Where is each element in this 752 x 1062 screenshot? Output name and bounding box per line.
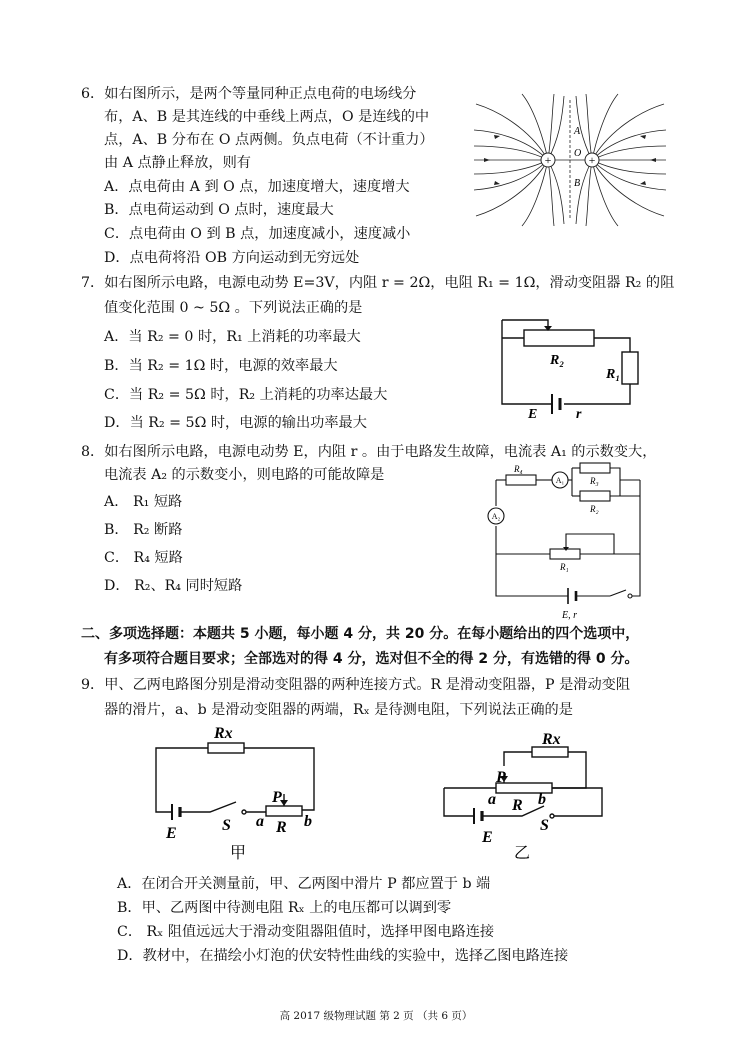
q6-option-d: D．点电荷将沿 OB 方向运动到无穷远处 bbox=[104, 250, 360, 266]
q9-yi-label-rx: Rx bbox=[542, 731, 561, 748]
q9-jia-label-r: R bbox=[276, 819, 287, 836]
q6-right-charge-sign: + bbox=[588, 153, 596, 167]
q9-jia-label-b: b bbox=[304, 813, 312, 830]
q7-stem-line-1: 7．如右图所示电路，电源电动势 E=3V，内阻 r = 2Ω，电阻 R₁ = 1Ω，滑动变阻器 R₂ 的阻 bbox=[81, 275, 675, 291]
q6-label-o: O bbox=[574, 148, 582, 159]
q9-yi-label-e: E bbox=[482, 829, 493, 846]
q8-stem-line-2: 电流表 A₂ 的示数变小，则电路的可能故障是 bbox=[104, 467, 385, 483]
q8-label-r1: R₁ bbox=[560, 562, 569, 572]
q7-option-b: B．当 R₂ = 1Ω 时，电源的效率最大 bbox=[104, 358, 338, 374]
section2-heading-line-1: 二、多项选择题：本题共 5 小题，每小题 4 分，共 20 分。在每小题给出的四个选项中， bbox=[81, 626, 640, 642]
q7-option-d: D．当 R₂ = 5Ω 时，电源的输出功率最大 bbox=[104, 415, 367, 431]
q7-option-c: C．当 R₂ = 5Ω 时，R₂ 上消耗的功率达最大 bbox=[104, 387, 388, 403]
q9-yi-label-p: P bbox=[496, 769, 506, 786]
q9-circuit-jia bbox=[148, 722, 328, 862]
q9-yi-label-a: a bbox=[488, 791, 496, 808]
q6-option-c: C．点电荷由 O 到 B 点，加速度减小，速度减小 bbox=[104, 226, 411, 242]
q7-label-e: E bbox=[528, 407, 538, 422]
q8-option-a: A． R₁ 短路 bbox=[104, 494, 183, 510]
q8-option-b: B． R₂ 断路 bbox=[104, 522, 183, 538]
section2-heading-line-2: 有多项符合题目要求；全部选对的得 4 分，选对但不全的得 2 分，有选错的得 0 分。 bbox=[104, 651, 639, 667]
q8-label-r4: R₄ bbox=[514, 464, 523, 474]
q7-label-r2: R₂ bbox=[550, 353, 565, 368]
q6-label-b: B bbox=[574, 178, 581, 189]
q9-circuit-yi bbox=[436, 726, 616, 862]
q9-yi-label-r: R bbox=[512, 797, 523, 814]
q9-stem-line-1: 9．甲、乙两电路图分别是滑动变阻器的两种连接方式。R 是滑动变阻器，P 是滑动变阻 bbox=[81, 677, 631, 693]
q7-stem-line-2: 值变化范围 0 ~ 5Ω 。下列说法正确的是 bbox=[104, 300, 363, 316]
q6-left-charge-sign: + bbox=[544, 153, 552, 167]
q9-yi-caption: 乙 bbox=[514, 845, 531, 862]
q8-option-d: D． R₂、R₄ 同时短路 bbox=[104, 578, 243, 594]
q6-stem-line-4: 由 A 点静止释放，则有 bbox=[104, 155, 251, 171]
q7-label-r: r bbox=[576, 407, 582, 422]
q9-jia-label-a: a bbox=[256, 813, 264, 830]
q6-option-a: A．点电荷由 A 到 O 点，加速度增大，速度增大 bbox=[104, 179, 410, 195]
q9-yi-label-s: S bbox=[540, 817, 549, 834]
page-footer: 高 2017 级物理试题 第 2 页 （共 6 页） bbox=[279, 1010, 473, 1022]
q7-label-r1: R₁ bbox=[606, 367, 621, 382]
q8-ammeter-a1: A₁ bbox=[555, 476, 565, 485]
q9-jia-label-e: E bbox=[166, 825, 177, 842]
q9-stem-line-2: 器的滑片，a、b 是滑动变阻器的两端，Rₓ 是待测电阻，下列说法正确的是 bbox=[104, 702, 573, 718]
q9-option-b: B．甲、乙两图中待测电阻 Rₓ 上的电压都可以调到零 bbox=[117, 900, 452, 916]
q6-stem-line-1: 6．如右图所示，是两个等量同种正点电荷的电场线分 bbox=[81, 86, 417, 102]
q9-option-a: A．在闭合开关测量前，甲、乙两图中滑片 P 都应置于 b 端 bbox=[117, 876, 491, 892]
q9-option-d: D．教材中，在描绘小灯泡的伏安特性曲线的实验中，选择乙图电路连接 bbox=[117, 948, 569, 964]
q9-option-c: C． Rₓ 阻值远远大于滑动变阻器阻值时，选择甲图电路连接 bbox=[117, 924, 495, 940]
q9-yi-label-b: b bbox=[538, 791, 546, 808]
q6-stem-line-3: 点，A、B 分布在 O 点两侧。负点电荷（不计重力） bbox=[104, 132, 434, 148]
q6-field-line-figure bbox=[472, 92, 668, 228]
q8-label-r3: R₃ bbox=[590, 476, 599, 486]
q6-stem-line-2: 布，A、B 是其连线的中垂线上两点，O 是连线的中 bbox=[104, 109, 430, 125]
q8-label-source: E, r bbox=[562, 610, 577, 621]
q8-option-c: C． R₄ 短路 bbox=[104, 550, 183, 566]
q9-jia-label-s: S bbox=[222, 817, 231, 834]
q6-option-b: B．点电荷运动到 O 点时，速度最大 bbox=[104, 202, 334, 218]
q9-jia-caption: 甲 bbox=[230, 845, 247, 862]
q7-option-a: A．当 R₂ = 0 时，R₁ 上消耗的功率最大 bbox=[104, 329, 361, 345]
q8-circuit-figure bbox=[484, 456, 654, 626]
q8-ammeter-a2: A₂ bbox=[491, 512, 501, 521]
q6-label-a: A bbox=[574, 126, 581, 137]
q8-stem-line-1: 8．如右图所示电路，电源电动势 E，内阻 r 。由于电路发生故障，电流表 A₁ 的示数变大， bbox=[81, 444, 657, 460]
q7-circuit-figure bbox=[492, 312, 652, 424]
q9-jia-label-p: P bbox=[272, 789, 282, 806]
q8-label-r2: R₂ bbox=[590, 504, 599, 514]
q9-jia-label-rx: Rx bbox=[214, 725, 233, 742]
